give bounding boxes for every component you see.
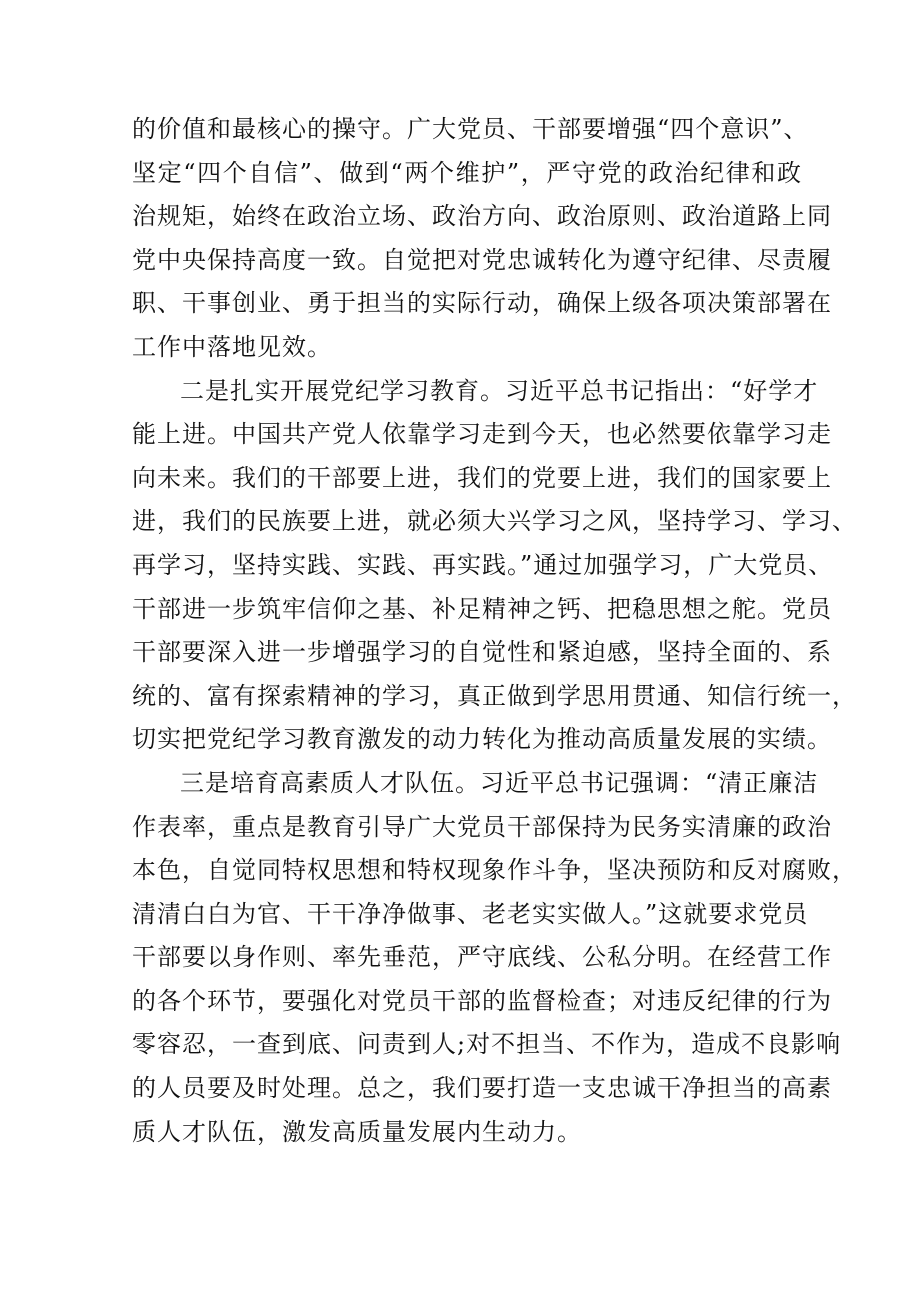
text-line: 零容忍，一查到底、问责到人;对不担当、不作为，造成不良影响: [132, 1030, 842, 1059]
paragraph-first-line: 三是培育高素质人才队伍。习近平总书记强调：“清正廉洁: [180, 768, 819, 797]
text-line: 干部进一步筑牢信仰之基、补足精神之钙、把稳思想之舵。党员: [132, 594, 832, 623]
text-line: 的人员要及时处理。总之，我们要打造一支忠诚干净担当的高素: [132, 1074, 832, 1103]
text-line: 工作中落地见效。: [132, 332, 332, 361]
text-line: 坚定“四个自信”、做到“两个维护”，严守党的政治纪律和政: [132, 158, 802, 187]
text-line: 的价值和最核心的操守。广大党员、干部要增强“四个意识”、: [132, 115, 809, 143]
body-text: [132, 108, 857, 1154]
text-line: 的各个环节，要强化对党员干部的监督检查；对违反纪律的行为: [132, 986, 832, 1015]
text-line: 能上进。中国共产党人依靠学习走到今天，也必然要依靠学习走: [132, 420, 832, 449]
text-line: 切实把党纪学习教育激发的动力转化为推动高质量发展的实绩。: [132, 725, 832, 754]
text-line: 向未来。我们的干部要上进，我们的党要上进，我们的国家要上: [132, 463, 832, 492]
text-line: 治规矩，始终在政治立场、政治方向、政治原则、政治道路上同: [132, 202, 832, 231]
text-line: 统的、富有探索精神的学习，真正做到学思用贯通、知信行统一，: [132, 681, 857, 710]
text-line: 职、干事创业、勇于担当的实际行动，确保上级各项决策部署在: [132, 289, 832, 318]
text-line: 质人才队伍，激发高质量发展内生动力。: [132, 1117, 582, 1146]
paragraph-first-line: 二是扎实开展党纪学习教育。习近平总书记指出：“好学才: [180, 376, 819, 405]
text-line: 进，我们的民族要上进，就必须大兴学习之风，坚持学习、学习、: [132, 507, 857, 536]
text-line: 作表率，重点是教育引导广大党员干部保持为民务实清廉的政治: [132, 812, 832, 841]
text-line: 干部要以身作则、率先垂范，严守底线、公私分明。在经营工作: [132, 943, 832, 972]
text-line: 再学习，坚持实践、实践、再实践。”通过加强学习，广大党员、: [132, 550, 834, 579]
text-line: 清清白白为官、干干净净做事、老老实实做人。”这就要求党员: [132, 899, 809, 928]
text-line: 本色，自觉同特权思想和特权现象作斗争，坚决预防和反对腐败，: [132, 856, 857, 885]
text-line: 干部要深入进一步增强学习的自觉性和紧迫感，坚持全面的、系: [132, 638, 832, 667]
text-line: 党中央保持高度一致。自觉把对党忠诚转化为遵守纪律、尽责履: [132, 245, 832, 274]
